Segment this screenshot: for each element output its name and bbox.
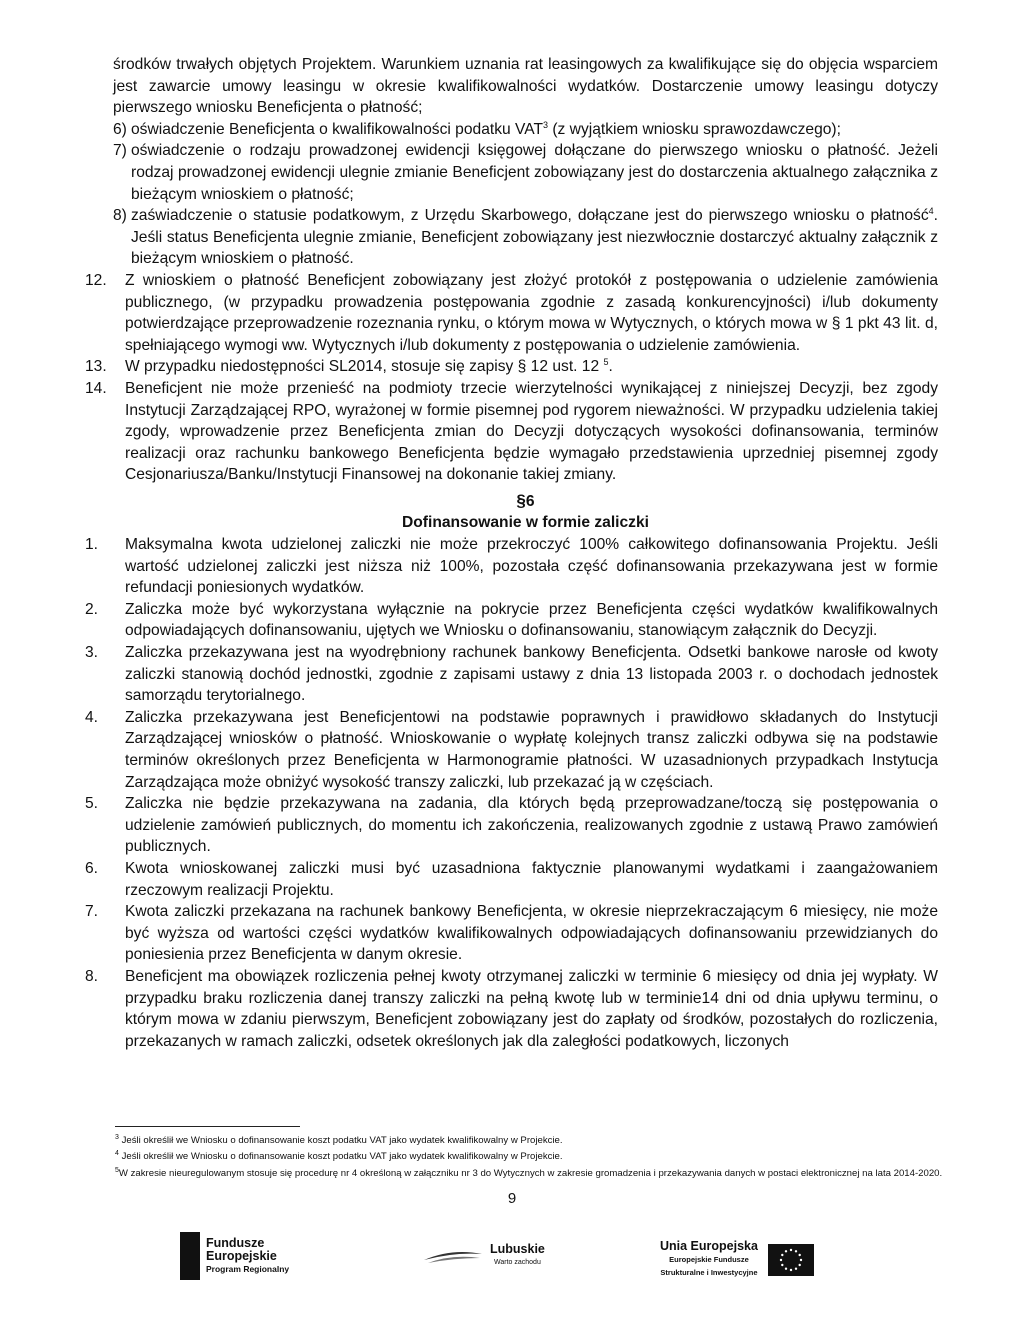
footnote-ref-3: 3 <box>543 119 549 130</box>
point-text: W przypadku niedostępności SL2014, stosuje się zapisy § 12 ust. 12 $^5$. <box>125 357 613 376</box>
point-13 <box>85 356 938 378</box>
footnote-3: $^3$ Jeśli określił we Wniosku o dofinansowanie koszt podatku VAT jako wydatek kwalifikowalny w Projekcie. <box>115 1134 563 1147</box>
list-number: 8) <box>113 207 127 225</box>
footnotes <box>115 1131 945 1180</box>
section-heading <box>113 490 938 534</box>
points-list <box>85 270 938 486</box>
point-12 <box>85 270 938 356</box>
list-number: 7) <box>113 142 127 160</box>
list-text: zaświadczenie o statusie podatkowym, z Urzędu Skarbowego, dołączane jest do pierwszego wniosku o płatność$^4$. Jeśli status Beneficjenta ulegnie zmianie, Beneficjent zobowiązany jest niezwłocznie dostarczyć aktualny załącznik z bieżącym wnioskiem o płatność. <box>131 205 938 268</box>
section-item-5: 5. Zaliczka nie będzie przekazywana na zadania, dla których będą przeprowadzane/toczą się postępowania o udzielenie zamówień publicznych, do momentu ich zakończenia, realizowanych zgodnie z ustawą Prawo zamówień publicznych. <box>85 795 938 856</box>
swoosh-icon <box>422 1246 484 1266</box>
section-item-1: 1. Maksymalna kwota udzielonej zaliczki nie może przekroczyć 100% całkowitego dofinansowania Projektu. Jeśli wartość udzielonej zaliczki jest niższa niż 100%, pozostała część dofinansowania przekazywana jest w formie refundacji poniesionych wydatków. <box>85 536 938 597</box>
footnote-5: $^5$W zakresie nieuregulowanym stosuje się procedurę nr 4 określoną w załączniku nr 3 do Wytycznych w zakresie gromadzenia i przekazywania danych w postaci elektronicznej na lata 2014-2020. <box>115 1166 943 1180</box>
footnote-4: $^4$ Jeśli określił we Wniosku o dofinansowanie koszt podatku VAT jako wydatek kwalifikowalny w Projekcie. <box>115 1150 563 1163</box>
list-text: oświadczenie o rodzaju prowadzonej ewidencji księgowej dołączane do pierwszego wniosku o płatność. Jeżeli rodzaj prowadzonej ewidencji ulegnie zmianie Beneficjent zobowiązany jest do dostarczenia aktualnego załącznika z bieżącym wnioskiem o płatność; <box>131 142 938 203</box>
eu-flag-icon <box>768 1244 814 1276</box>
list-number: 6) <box>113 120 127 138</box>
lubuskie-logo: Lubuskie Warto zachodu <box>422 1242 545 1269</box>
section-item-2: 2. Zaliczka może być wykorzystana wyłącznie na pokrycie przez Beneficjenta części wydatków kwalifikowalnych odpowiadających dofinansowaniu, ujętych we Wniosku o dofinansowaniu, stanowiącym załącznik do Decyzji. <box>85 600 938 640</box>
section-item-3: 3. Zaliczka przekazywana jest na wyodrębniony rachunek bankowy Beneficjenta. Odsetki bankowe narosłe od kwoty zaliczki stanowią dochód jednostki, zgodnie z zapisami ustawy z dnia 13 listopada 2003 r. o dochodach jednostek samorządu terytorialnego. <box>85 644 938 705</box>
section-number: §6 <box>516 490 535 510</box>
footnote-ref-4: 4 <box>928 205 934 216</box>
main-text <box>85 54 938 1052</box>
unia-europejska-logo: Unia Europejska Europejskie Fundusze Strukturalne i Inwestycyjne <box>660 1240 814 1279</box>
section-item-7: 7. Kwota zaliczki przekazana na rachunek bankowy Beneficjenta, w okresie nieprzekraczającym 6 miesięcy, nie może być wyższa od wartości części wydatków kwalifikowalnych odpowiadających dofinansowaniu przewidzianych do poniesienia przez Beneficjenta w danym okresie. <box>85 903 938 964</box>
point-number: 12. <box>85 271 107 289</box>
point-text: Beneficjent nie może przenieść na podmioty trzecie wierzytelności wynikającej z niniejszej Decyzji, bez zgody Instytucji Zarządzającej RPO, wyrażonej w formie pisemnej pod rygorem nieważności. W przypadku udzielenia takiej zgody, wprowadzenie przez Beneficjenta zmian do Decyzji dotyczących wysokości dofinansowania, terminów realizacji oraz rachunku bankowego Beneficjenta będzie wymagało przedstawienia uprzedniej pisemnej zgody Cesjonariusza/Banku/Instytucji Finansowej na dokonanie takiej zmiany. <box>125 379 938 484</box>
list-item-6 <box>113 119 938 141</box>
footnote-divider <box>115 1126 300 1127</box>
continuation-paragraph: środków trwałych objętych Projektem. Warunkiem uznania rat leasingowych za kwalifikujące się do objęcia wsparciem jest zawarcie umowy leasingu w okresie kwalifikowalności wydatków. Dostarczenie umowy leasingu dotyczy pierwszego wniosku Beneficjenta o płatność; <box>113 56 938 117</box>
point-number: 14. <box>85 379 107 397</box>
section-item-6: 6. Kwota wnioskowanej zaliczki musi być uzasadniona faktycznie planowanymi wydatkami i zaangażowaniem rzeczowym realizacji Projektu. <box>85 859 938 899</box>
eu-stars-icon <box>768 1244 814 1276</box>
logo-bar <box>0 1232 1024 1302</box>
fundusze-europejskie-logo: Fundusze Europejskie Program Regionalny <box>180 1232 289 1280</box>
section-item-4: 4. Zaliczka przekazywana jest Beneficjentowi na podstawie poprawnych i prawidłowo składanych do Instytucji Zarządzającej wniosków o płatność. Wnioskowanie o wypłatę kolejnych transz zaliczki odbywa się na podstawie terminów określonych przez Beneficjenta w Harmonogramie płatności. W uzasadnionych przypadkach Instytucja Zarządzająca może obniżyć wysokość transzy zaliczki, lub przekazać ją w częściach. <box>85 708 938 791</box>
point-14 <box>85 378 938 486</box>
point-text: Z wnioskiem o płatność Beneficjent zobowiązany jest złożyć protokół z postępowania o udzielenie zamówienia publicznego, (w przypadku prowadzenia postępowania zgodnie z zasadą konkurencyjności) i/lub dokumenty potwierdzające przeprowadzenie rozeznania rynku, o którym mowa w Wytycznych, o których mowa w § 1 pkt 43 lit. d, spełniającego wymogi ww. Wytycznych i/lub dokumenty z postępowania o udzielenie zamówienia. <box>125 271 938 354</box>
section-item-8: 8. Beneficjent ma obowiązek rozliczenia pełnej kwoty otrzymanej zaliczki w terminie 6 miesięcy od dnia jej wypłaty. W przypadku braku rozliczenia danej transzy zaliczki na pełną kwotę lub w terminie14 dni od dnia upływu terminu, o którym mowa w zdaniu pierwszym, Beneficjent zobowiązany jest do zapłaty od środków, pozostałych do rozliczenia, przekazanych w ramach zaliczki, odsetek określonych jak dla zaległości podatkowych, liczonych <box>85 967 938 1050</box>
list-item-8 <box>113 205 938 270</box>
flag-emblem-icon <box>180 1232 200 1280</box>
section-items <box>85 534 938 1052</box>
list-item-7 <box>113 140 938 205</box>
section-title: Dofinansowanie w formie zaliczki <box>402 514 649 532</box>
list-text: oświadczenie Beneficjenta o kwalifikowalności podatku VAT$^3$ (z wyjątkiem wniosku sprawozdawczego); <box>131 119 841 138</box>
point-number: 13. <box>85 358 107 376</box>
page-number: 9 <box>507 1190 517 1207</box>
footnote-ref-5: 5 <box>603 357 609 368</box>
